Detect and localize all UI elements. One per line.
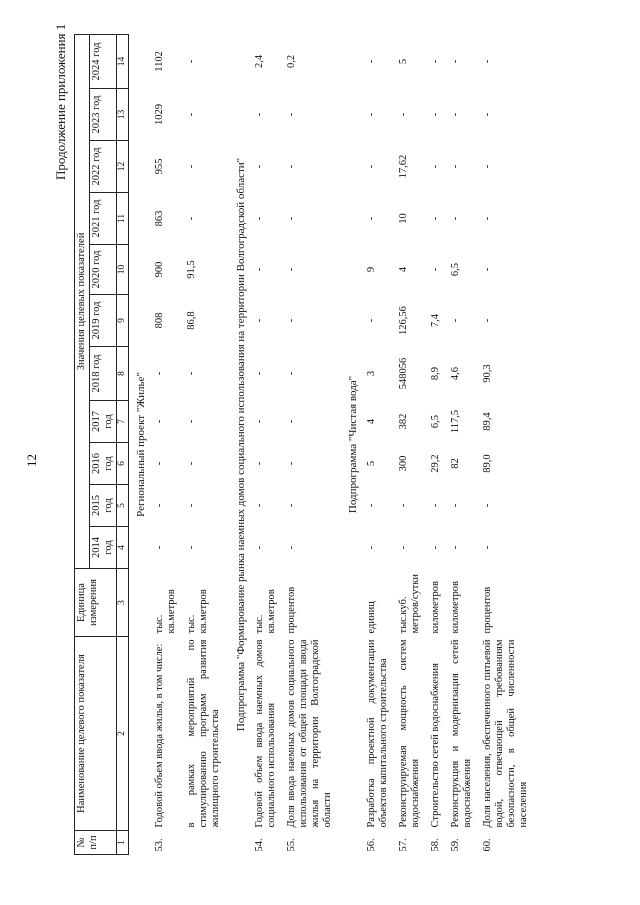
row-number: 59.: [450, 838, 462, 852]
header-col-number: 12: [117, 141, 129, 193]
table-header: [75, 34, 129, 854]
header-year: 2023 год: [90, 89, 117, 141]
indicator-name: в рамках мероприятий по стимулированию программ развития жилищного строительства: [185, 639, 221, 828]
indicator-value: 89,0: [482, 454, 494, 473]
indicator-name: Годовой объем ввода наемных домов социального использования: [253, 639, 277, 828]
indicator-name: Доля ввода наемных домов социального использования от общей площади ввода жилья на территории Волгоградской области: [285, 639, 334, 828]
indicator-value: 117,5: [450, 409, 462, 434]
unit-of-measure: тыс. кв.метров: [185, 589, 209, 634]
indicator-value: -: [365, 59, 377, 64]
indicator-name: Разработка проектной документации объектов капитального строительства: [365, 639, 389, 828]
indicator-value: -: [253, 461, 265, 466]
indicator-value: 5: [365, 460, 377, 467]
indicator-value: -: [185, 371, 197, 376]
indicator-value: -: [185, 216, 197, 221]
indicator-value: -: [482, 164, 494, 169]
header-col-number: 2: [117, 637, 129, 831]
header-col-number: 3: [117, 569, 129, 637]
indicator-value: -: [253, 318, 265, 323]
indicator-name: Реконструкция и модернизация сетей водоснабжения: [450, 639, 474, 828]
unit-of-measure: тыс. кв.метров: [153, 589, 177, 634]
indicator-value: 4,6: [450, 366, 462, 381]
indicator-value: -: [429, 503, 441, 508]
indicator-value: 9: [365, 266, 377, 273]
indicator-value: -: [253, 371, 265, 376]
indicator-value: 6,5: [450, 262, 462, 277]
indicator-value: 8,9: [429, 366, 441, 381]
indicator-value: 7,4: [429, 313, 441, 328]
indicator-value: -: [285, 503, 297, 508]
indicator-value: -: [253, 267, 265, 272]
row-number: 58.: [429, 838, 441, 852]
indicator-value: -: [482, 318, 494, 323]
header-year: 2018 год: [90, 347, 117, 401]
indicator-value: -: [285, 112, 297, 117]
indicator-value: -: [397, 545, 409, 550]
indicator-value: 0,2: [285, 54, 297, 69]
indicator-value: 10: [397, 213, 409, 224]
indicator-value: -: [153, 503, 165, 508]
unit-of-measure: тыс. кв.метров: [253, 589, 277, 634]
indicator-value: 89,4: [482, 412, 494, 431]
table-row: [429, 34, 443, 854]
header-col-number: 4: [117, 527, 129, 569]
indicator-value: -: [429, 216, 441, 221]
indicator-value: -: [285, 545, 297, 550]
indicator-value: 1102: [153, 51, 165, 72]
indicator-value: -: [429, 545, 441, 550]
indicator-value: -: [185, 164, 197, 169]
header-values-group: Значения целевых показателей: [75, 34, 90, 568]
indicator-value: -: [153, 461, 165, 466]
indicator-value: 2,4: [253, 54, 265, 69]
indicator-value: -: [450, 59, 462, 64]
indicator-value: -: [397, 503, 409, 508]
section-title: Региональный проект "Жилье": [135, 372, 148, 517]
header-year: 2019 год: [90, 295, 117, 347]
indicator-value: -: [253, 216, 265, 221]
indicator-value: 91,5: [185, 260, 197, 279]
indicator-value: -: [253, 503, 265, 508]
indicator-value: 548056: [397, 357, 409, 390]
indicator-value: -: [482, 545, 494, 550]
indicator-value: -: [285, 318, 297, 323]
indicator-value: -: [450, 112, 462, 117]
indicator-value: -: [429, 164, 441, 169]
header-col-numbers-row: [117, 34, 129, 854]
indicator-value: 5: [397, 58, 409, 65]
indicators-table: [74, 34, 537, 855]
indicator-value: -: [429, 59, 441, 64]
header-year: 2024 год: [90, 34, 117, 88]
row-spacer-cell: [531, 34, 537, 854]
indicator-value: 126,56: [397, 306, 409, 335]
unit-of-measure: процентов: [482, 586, 494, 634]
indicator-value: -: [185, 419, 197, 424]
indicator-value: 6,5: [429, 414, 441, 429]
unit-of-measure: километров: [450, 581, 462, 634]
indicator-value: 863: [153, 210, 165, 227]
indicator-value: -: [482, 503, 494, 508]
row-spacer: [531, 34, 537, 854]
indicator-value: 955: [153, 158, 165, 175]
unit-of-measure: единиц: [365, 601, 377, 634]
indicator-value: -: [253, 419, 265, 424]
header-name: Наименование целевого показателя: [75, 637, 117, 831]
indicator-value: -: [450, 216, 462, 221]
header-col-number: 14: [117, 34, 129, 88]
header-col-number: 7: [117, 401, 129, 443]
indicator-value: 4: [397, 266, 409, 273]
indicator-value: -: [285, 371, 297, 376]
indicator-value: 29,2: [429, 454, 441, 473]
indicator-value: -: [185, 112, 197, 117]
table-row: [153, 34, 179, 854]
indicator-value: 86,8: [185, 311, 197, 330]
indicator-value: -: [285, 461, 297, 466]
indicator-value: 3: [365, 370, 377, 377]
unit-of-measure: тыс.куб. метров/сутки: [397, 574, 421, 634]
indicator-name: Доля населения, обеспеченного питьевой водой, отвечающей требованиям безопасности, в общей численности населения: [482, 639, 530, 828]
indicator-value: -: [153, 545, 165, 550]
indicator-value: -: [482, 267, 494, 272]
section-title: Подпрограмма "Чистая вода": [347, 375, 360, 514]
indicator-value: -: [365, 112, 377, 117]
table-row: [481, 34, 531, 854]
page-number: 12: [24, 454, 39, 467]
row-number: 60.: [482, 838, 494, 852]
table-body: [129, 34, 538, 854]
header-year: 2021 год: [90, 193, 117, 245]
indicator-value: 17,62: [397, 154, 409, 179]
table-row: [365, 34, 391, 854]
indicator-value: -: [429, 112, 441, 117]
indicator-value: -: [285, 267, 297, 272]
row-number: 55.: [285, 838, 297, 852]
unit-of-measure: километров: [429, 581, 441, 634]
continuation-label: Продолжение приложения 1: [53, 23, 68, 180]
header-num: № п/п: [75, 831, 117, 855]
header-year: 2022 год: [90, 141, 117, 193]
indicator-value: 300: [397, 455, 409, 472]
indicator-value: -: [253, 545, 265, 550]
indicator-value: -: [450, 164, 462, 169]
header-year: 2016 год: [90, 443, 117, 485]
header-unit: Единица измерения: [75, 569, 117, 637]
header-col-number: 13: [117, 89, 129, 141]
table-row: [397, 34, 423, 854]
indicator-value: -: [185, 545, 197, 550]
header-col-number: 8: [117, 347, 129, 401]
table-row: [185, 34, 223, 854]
indicator-value: -: [365, 164, 377, 169]
indicator-value: 4: [365, 418, 377, 425]
header-year: 2020 год: [90, 245, 117, 295]
indicator-value: 1029: [153, 104, 165, 125]
header-col-number: 11: [117, 193, 129, 245]
indicator-value: 382: [397, 413, 409, 430]
header-col-number: 1: [117, 831, 129, 855]
row-number: 53.: [153, 838, 165, 852]
indicator-value: -: [253, 164, 265, 169]
row-number: 54.: [253, 838, 265, 852]
section-heading-row: [229, 34, 253, 854]
indicator-value: -: [185, 503, 197, 508]
section-heading-row: [129, 34, 153, 854]
header-year: 2015 год: [90, 485, 117, 527]
indicator-value: -: [153, 371, 165, 376]
indicator-value: -: [365, 545, 377, 550]
indicator-value: -: [482, 112, 494, 117]
indicator-value: 900: [153, 261, 165, 278]
indicator-value: -: [285, 419, 297, 424]
indicator-value: 82: [450, 458, 462, 469]
row-number: 56.: [365, 838, 377, 852]
indicator-value: -: [365, 216, 377, 221]
row-number: 57.: [397, 838, 409, 852]
indicator-name: Строительство сетей водоснабжения: [429, 663, 441, 828]
indicator-value: 808: [153, 312, 165, 329]
indicator-value: -: [429, 267, 441, 272]
indicator-value: -: [397, 112, 409, 117]
indicator-value: -: [365, 318, 377, 323]
header-col-number: 9: [117, 295, 129, 347]
indicator-value: -: [450, 318, 462, 323]
table-row: [449, 34, 475, 854]
indicator-value: -: [285, 164, 297, 169]
row-number: [185, 831, 223, 855]
indicator-value: -: [365, 503, 377, 508]
indicator-value: -: [153, 419, 165, 424]
header-year: 2017 год: [90, 401, 117, 443]
indicator-value: -: [285, 216, 297, 221]
indicator-value: -: [253, 112, 265, 117]
indicator-value: -: [450, 545, 462, 550]
indicator-name: Реконструируемая мощность систем водоснабжения: [397, 639, 421, 828]
indicator-value: -: [482, 216, 494, 221]
section-title: Подпрограмма "Формирование рынка наемных домов социального использования на территории Волгоградской области": [235, 157, 248, 732]
indicator-value: -: [482, 59, 494, 64]
indicator-value: 90,3: [482, 364, 494, 383]
table-row: [253, 34, 279, 854]
header-year: 2014 год: [90, 527, 117, 569]
section-heading-row: [341, 34, 365, 854]
header-col-number: 6: [117, 443, 129, 485]
indicator-value: -: [185, 461, 197, 466]
indicator-value: -: [185, 59, 197, 64]
unit-of-measure: процентов: [285, 586, 297, 634]
indicator-value: -: [450, 503, 462, 508]
table-row: [285, 34, 335, 854]
header-col-number: 5: [117, 485, 129, 527]
indicator-name: Годовой объем ввода жилья, в том числе:: [153, 643, 165, 828]
header-col-number: 10: [117, 245, 129, 295]
